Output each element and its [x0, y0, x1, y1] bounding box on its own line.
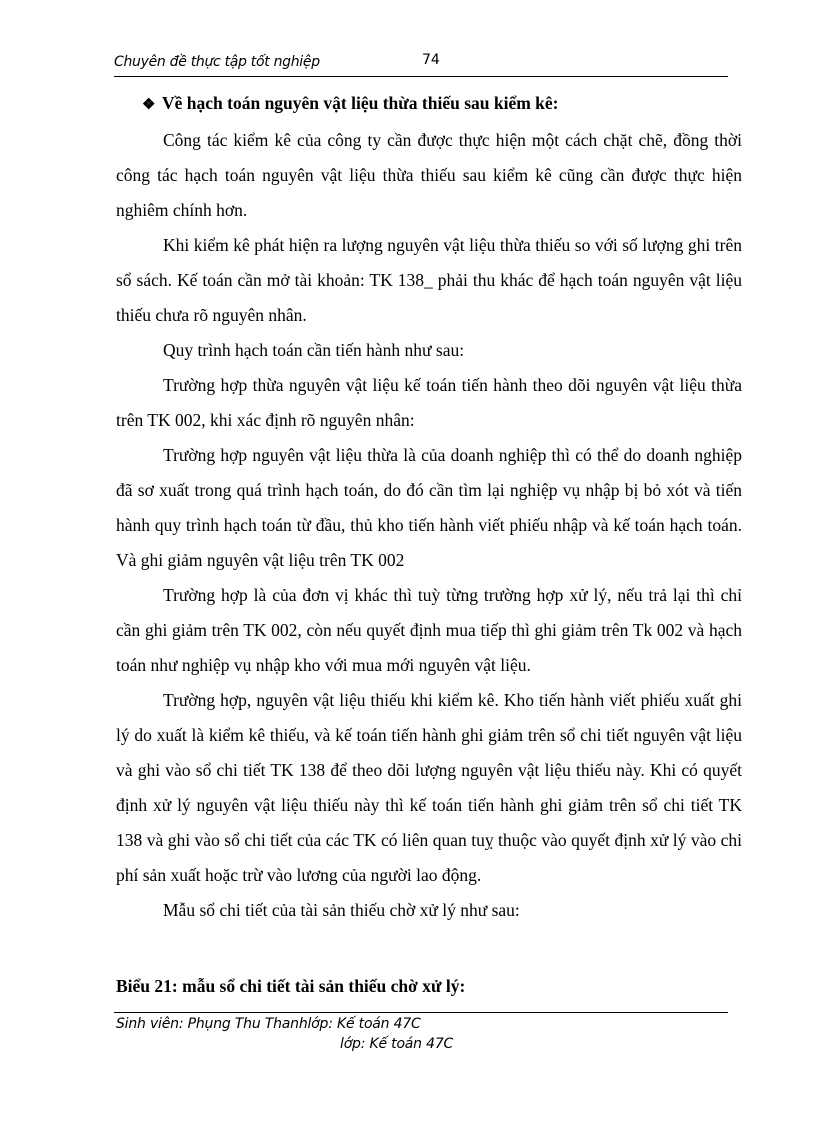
paragraph: Mẫu sổ chi tiết của tài sản thiếu chờ xử lý như sau:	[163, 900, 520, 920]
section-heading	[116, 86, 742, 123]
paragraph: Trường hợp nguyên vật liệu thừa là của doanh nghiệp thì có thể do doanh nghiệp đã sơ xuất trong quá trình hạch toán, do đó cần tìm lại nghiệp vụ nhập bị bỏ xót và tiến hành quy trình hạch toán từ đầu, thủ kho tiến hành viết phiếu nhập và kế toán hạch toán. Và ghi giảm nguyên vật liệu trên TK 002	[116, 445, 742, 570]
body-text	[116, 86, 742, 928]
page-header	[114, 50, 728, 77]
table-caption: Biểu 21: mẫu sổ chi tiết tài sản thiếu chờ xử lý:	[116, 976, 466, 996]
footer-student-line: Sinh viên: Phụng Thu Thanhlớp: Kế toán 47C	[116, 1016, 421, 1032]
footer-class-line: lớp: Kế toán 47C	[340, 1036, 454, 1052]
page-number: 74	[422, 52, 440, 68]
header-title: Chuyên đề thực tập tốt nghiệp	[114, 54, 320, 70]
paragraph: Khi kiểm kê phát hiện ra lượng nguyên vật liệu thừa thiếu so với số lượng ghi trên sổ sách. Kế toán cần mở tài khoản: TK 138_ phải thu khác để hạch toán nguyên vật liệu thiếu chưa rõ nguyên nhân.	[116, 235, 742, 325]
paragraph: Trường hợp thừa nguyên vật liệu kế toán tiến hành theo dõi nguyên vật liệu thừa trên TK 002, khi xác định rõ nguyên nhân:	[116, 375, 742, 430]
paragraph: Quy trình hạch toán cần tiến hành như sau:	[163, 340, 465, 360]
footer-divider	[114, 1012, 728, 1013]
paragraph: Trường hợp là của đơn vị khác thì tuỳ từng trường hợp xử lý, nếu trả lại thì chỉ cần ghi giảm trên TK 002, còn nếu quyết định mua tiếp thì ghi giảm trên Tk 002 và hạch toán như nghiệp vụ nhập kho với mua mới nguyên vật liệu.	[116, 585, 742, 675]
diamond-bullet-icon: ❖	[142, 97, 156, 113]
paragraph: Trường hợp, nguyên vật liệu thiếu khi kiểm kê. Kho tiến hành viết phiếu xuất ghi lý do xuất là kiểm kê thiếu, và kế toán tiến hành ghi giảm trên sổ chi tiết nguyên vật liệu và ghi vào sổ chi tiết TK 138 để theo dõi lượng nguyên vật liệu thiếu này. Khi có quyết định xử lý nguyên vật liệu thiếu này thì kế toán tiến hành ghi giảm trên sổ chi tiết TK 138 và ghi vào sổ chi tiết của các TK có liên quan tuỵ thuộc vào quyết định xử lý vào chi phí sản xuất hoặc trừ vào lương của người lao động.	[116, 690, 742, 885]
section-heading-text: Về hạch toán nguyên vật liệu thừa thiếu sau kiểm kê:	[162, 93, 559, 113]
paragraph: Công tác kiểm kê của công ty cần được thực hiện một cách chặt chẽ, đồng thời công tác hạch toán nguyên vật liệu thừa thiếu sau kiểm kê cũng cần được thực hiện nghiêm chính hơn.	[116, 130, 742, 220]
